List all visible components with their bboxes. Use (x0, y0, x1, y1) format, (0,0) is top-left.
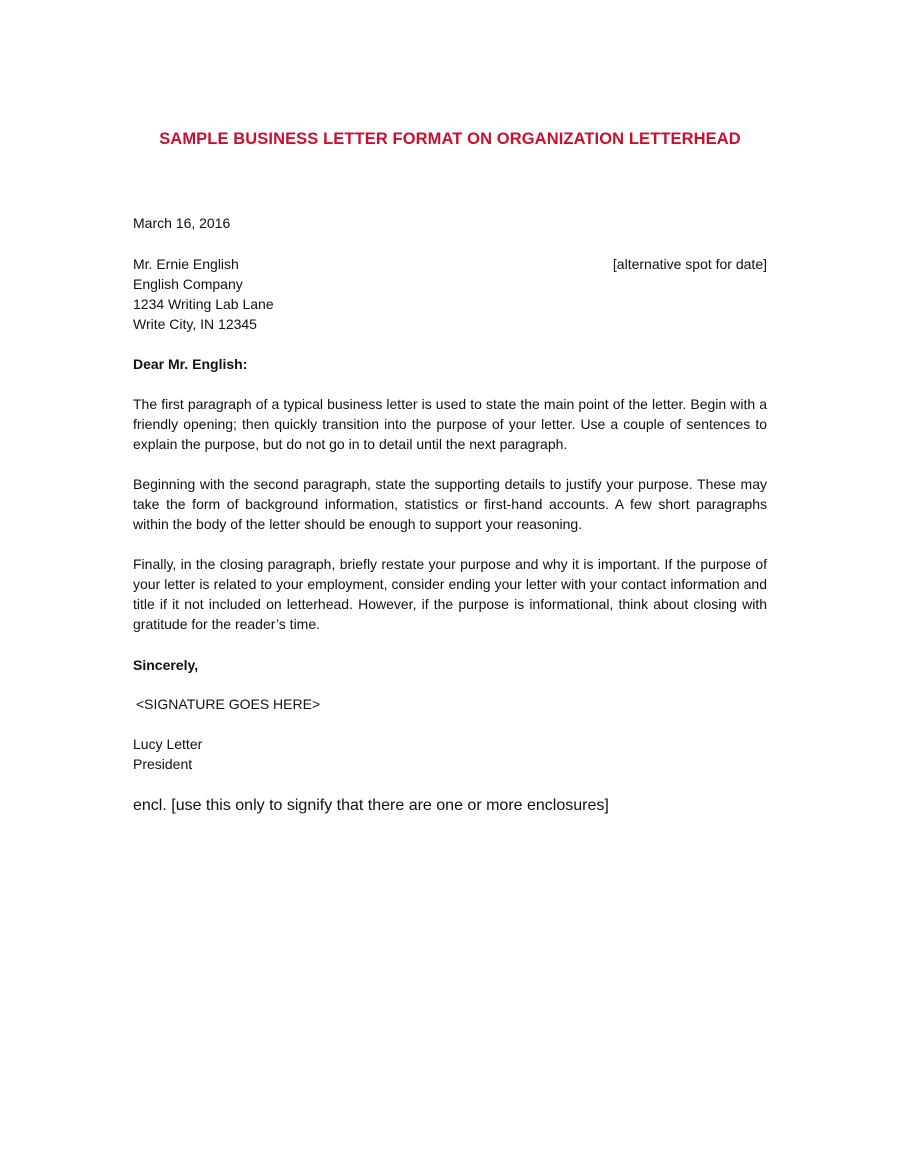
recipient-street: 1234 Writing Lab Lane (133, 296, 274, 312)
signature-placeholder: <SIGNATURE GOES HERE> (136, 696, 321, 712)
recipient-company: English Company (133, 276, 243, 292)
letter-title: SAMPLE BUSINESS LETTER FORMAT ON ORGANIZATION LETTERHEAD (159, 130, 741, 148)
paragraph-intro: The first paragraph of a typical business letter is used to state the main point of the letter. Begin with a friendly opening; then quickly transition into the purpose of your letter. Use a couple of sentences to explain the purpose, but do not go in to detail until the next paragraph. (133, 396, 767, 452)
paragraph-supporting: Beginning with the second paragraph, state the supporting details to justify your purpose. These may take the form of background information, statistics or first-hand accounts. A few short paragraphs within the body of the letter should be enough to support your reasoning. (133, 476, 767, 532)
signer-name: Lucy Letter (133, 736, 203, 752)
enclosure-note: encl. [use this only to signify that there are one or more enclosures] (133, 797, 609, 814)
signer-title: President (133, 756, 193, 772)
salutation: Dear Mr. English: (133, 356, 248, 372)
signer-block (133, 734, 767, 774)
alternative-date-note: [alternative spot for date] (612, 256, 767, 272)
recipient-name: Mr. Ernie English (133, 256, 239, 272)
complimentary-close: Sincerely, (133, 657, 199, 673)
letter-date: March 16, 2016 (133, 215, 231, 231)
paragraph-closing: Finally, in the closing paragraph, briefly restate your purpose and why it is important. If the purpose of your letter is related to your employment, consider ending your letter with your contact information and title if it not included on letterhead. However, if the purpose is informational, think about closing with gratitude for the reader’s time. (133, 556, 767, 632)
recipient-city: Write City, IN 12345 (133, 316, 257, 332)
